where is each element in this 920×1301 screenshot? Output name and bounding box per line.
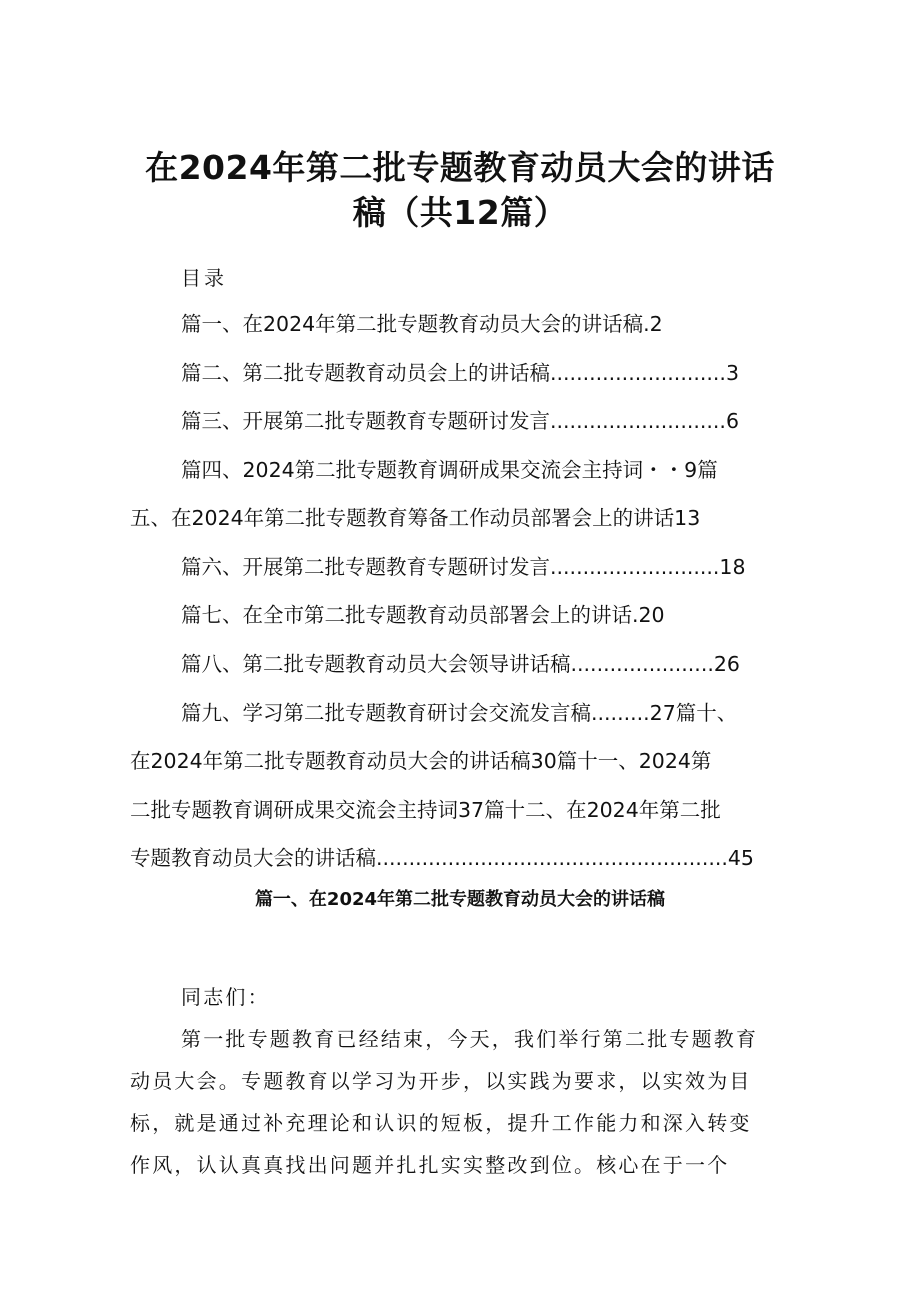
- toc-entry-4[interactable]: 篇四、2024第二批专题教育调研成果交流会主持词・・9篇: [181, 458, 718, 482]
- toc-entry-5[interactable]: 五、在2024年第二批专题教育筹备工作动员部署会上的讲话13: [130, 506, 701, 530]
- document-title-line-1: 在2024年第二批专题教育动员大会的讲话: [145, 148, 775, 187]
- toc-entry-2[interactable]: 篇二、第二批专题教育动员会上的讲话稿...........................3: [181, 361, 739, 385]
- toc-entry-1[interactable]: 篇一、在2024年第二批专题教育动员大会的讲话稿.2: [181, 312, 663, 336]
- toc-entry-9[interactable]: 篇九、学习第二批专题教育研讨会交流发言稿.........27篇十、: [181, 701, 738, 725]
- paragraph-line-1: 第一批专题教育已经结束，今天，我们举行第二批专题教育: [181, 1027, 759, 1051]
- salutation: 同志们：: [181, 985, 270, 1009]
- paragraph-line-3: 标，就是通过补充理论和认识的短板，提升工作能力和深入转变: [130, 1111, 752, 1135]
- paragraph-line-2: 动员大会。专题教育以学习为开步，以实践为要求，以实效为目: [130, 1069, 752, 1093]
- toc-heading: 目录: [181, 266, 227, 290]
- toc-entry-8[interactable]: 篇八、第二批专题教育动员大会领导讲话稿......................26: [181, 652, 740, 676]
- paragraph-line-4: 作风，认认真真找出问题并扎扎实实整改到位。核心在于一个: [130, 1153, 730, 1177]
- toc-entry-12[interactable]: 专题教育动员大会的讲话稿......................................................45: [130, 846, 754, 870]
- section-heading: 篇一、在2024年第二批专题教育动员大会的讲话稿: [254, 889, 666, 910]
- toc-entry-10[interactable]: 在2024年第二批专题教育动员大会的讲话稿30篇十一、2024第: [130, 749, 712, 773]
- toc-entry-11[interactable]: 二批专题教育调研成果交流会主持词37篇十二、在2024年第二批: [130, 798, 721, 822]
- toc-entry-3[interactable]: 篇三、开展第二批专题教育专题研讨发言...........................6: [181, 409, 739, 433]
- toc-entry-6[interactable]: 篇六、开展第二批专题教育专题研讨发言..........................18: [181, 555, 746, 579]
- toc-entry-7[interactable]: 篇七、在全市第二批专题教育动员部署会上的讲话.20: [181, 603, 665, 627]
- document-title-line-2: 稿（共12篇）: [352, 193, 568, 232]
